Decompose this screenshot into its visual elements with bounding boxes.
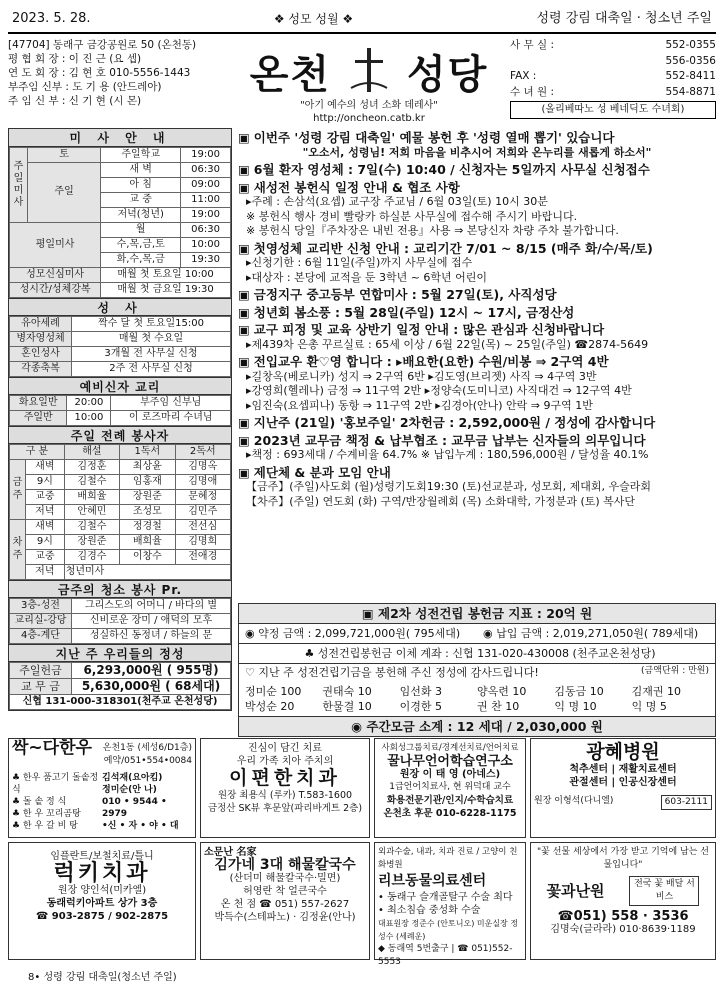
mass-schedule-table (9, 147, 231, 298)
text: 김명숙(글라라) 010·8639·1189 (550, 924, 696, 935)
table-cell: 9시 (26, 475, 65, 490)
liturgy-servers-table (9, 444, 231, 580)
notice-detail: 【차주】(주일) 연도회 (화) 구역/반장월례회 (목) 소화대학, 가정분과 (토) 복사단 (246, 494, 636, 508)
text: 1급언어치료사, 현 위덕대 교수 (389, 782, 511, 792)
council-president: 평 협 회 장 : 이 진 근 (요 셉) (8, 53, 142, 65)
table-cell: 임홍재 (120, 475, 175, 490)
parish-info (8, 38, 230, 108)
notice-heading: ▣ 이번주 '성령 강림 대축일' 예물 봉헌 후 '성령 열매 뽑기' 있습니다 (238, 131, 716, 146)
table-cell: 9시 (26, 535, 65, 550)
notice-heading: ▣ 금정지구 중고등부 연합미사 : 5월 27일(토), 사직성당 (238, 288, 716, 303)
notice-heading: ▣ 청년회 봄소풍 : 5월 28일(주일) 12시 ~ 17시, 금정산성 (238, 306, 716, 321)
liturgy-servers-title: 주일 전례 봉사자 (9, 426, 231, 444)
table-cell: 2주 전 사무실 신청 (72, 362, 231, 377)
cross-logo-icon (347, 48, 391, 104)
website-link[interactable]: http://oncheon.catb.kr (313, 112, 425, 124)
text: ☎ 903-2875 / 902-2875 (35, 911, 169, 922)
notice-heading: ▣ 6월 환자 영성체 : 7일(수) 10:40 / 신청자는 5일까지 사무실 신청접수 (238, 163, 716, 178)
table-cell: 10:00 (181, 238, 231, 253)
text: 외과수술, 내과, 치과 진료 / 고양이 친화병원 (378, 847, 518, 870)
table-cell: 새벽 (26, 520, 65, 535)
table-cell: 전애경 (175, 550, 230, 565)
sacraments-table (9, 316, 231, 377)
offerings-title: 지난 주 우리들의 정성 (9, 644, 231, 662)
donor-entry: 권 찬 10 (477, 699, 520, 713)
table-cell: 이 로즈마리 수녀님 (111, 411, 231, 426)
donor-entry: 박성순 20 (245, 699, 295, 713)
offering-account: 신협 131-000-318301(천주교 온천성당) (10, 695, 231, 710)
text: 동래럭키아파트 상가 3층 (46, 898, 158, 909)
text: 556-0356 (665, 54, 716, 67)
table-cell: 김철수 (64, 520, 119, 535)
notice-detail: ▸강영희(헬레나) 금정 ⇒ 11구역 2반 ▸정양숙(도미니코) 사직대건 ⇒ 12구역 4반 (246, 384, 632, 397)
table-cell: 주일미사 (10, 148, 28, 223)
donor-entry: 정미순 100 (245, 684, 302, 698)
notice-detail: ▸길창옥(베로니카) 성지 ⇒ 2구역 6반 ▸김도영(브리젯) 사직 ⇒ 4구역 3반 (246, 369, 597, 383)
table-cell: 안혜민 (64, 505, 119, 520)
text: • 최소침습 중성화 수술 (378, 905, 481, 916)
table-cell: 교 무 금 (10, 679, 72, 695)
table-cell: 매월 첫 수요일 (72, 332, 231, 347)
notice-heading: ▣ 2023년 교무금 책정 & 납부협조 : 교무금 납부는 신자들의 의무입니다 (238, 434, 716, 449)
text: 사 무 실 : (510, 39, 554, 51)
text: 온천초 후문 010-6228-1175 (383, 808, 517, 819)
table-cell: 차주 (10, 520, 26, 580)
text: "꽃 선물 세상에서 가장 받고 기억에 남는 선물입니다" (537, 847, 709, 870)
masthead (236, 34, 502, 128)
table-cell: 김정훈 (64, 460, 119, 475)
table-cell: 해설 (64, 445, 119, 460)
text: ♣ 한우 품고기 돌솥정식 (12, 773, 99, 795)
text: 우리 가족 치아 주치의 (236, 756, 334, 767)
text: 554-8871 (665, 85, 716, 98)
table-cell: 장원준 (64, 535, 119, 550)
top-bar (8, 6, 716, 34)
table-cell: 문혜정 (175, 490, 230, 505)
table-cell: 그리스도의 어머니 / 바다의 별 (72, 599, 231, 614)
building-fund: ▣ 제2차 성전건립 봉헌금 지표 : 20억 원 ◉ 약정 금액 : 2,099,721,000원( 795세대) ◉ 납입 금액 : 2,019,271,050원( 789세대) ♣ 성전건립봉헌금 이체 계좌 : 신협 131-020-430008 (천주교온천성당) ♡ 지난 주 성전건립기금을 봉헌해 주신 정성에 감사드립니다! (금액단위 : 만원) 정미순 100 권태숙 10 임선화 3 양옥련 10 김동금 10 김재권 10 박성순 20 한물결 10 이경한 5 권 찬 10 익 명 10 익 명 5 ◉ 주간모금 소계 : 12 세대 / 2,030,000 원 (238, 600, 716, 737)
notice-detail: ▸대상자 : 본당에 교적을 둔 3학년 ~ 6학년 어린이 (246, 270, 488, 284)
donor-entry: 익 명 5 (631, 699, 667, 713)
table-cell: 유아세례 (10, 317, 72, 332)
table-cell: 성모신심미사 (10, 268, 101, 283)
left-column (8, 128, 232, 711)
table-cell: 수,목,금,토 (101, 238, 181, 253)
notice-detail: ▸책정 : 693세대 / 수계비율 64.7% ※ 납입누계 : 180,596,000원 / 달성율 40.1% (246, 448, 649, 461)
table-cell: 혼인성사 (10, 347, 72, 362)
text: 진심이 담긴 치료 (248, 743, 322, 754)
issue-date: 2023. 5. 28. (12, 10, 91, 26)
table-cell: 평일미사 (10, 223, 101, 268)
table-cell: 교리실-강당 (10, 614, 72, 629)
table-cell: 전선심 (175, 520, 230, 535)
notice-detail: ※ 봉헌식 당일『주차장은 내빈 전용』사용 ⇒ 본당신자 차량 주차 불가합니다. (246, 224, 619, 237)
patron-saint: "아기 예수의 성녀 소화 데레사" (300, 100, 438, 111)
table-cell: 19:30 (181, 253, 231, 268)
text: ♣ 한 우 갈 비 탕 (12, 821, 78, 831)
table-cell: 화,수,목,금 (101, 253, 181, 268)
text (534, 876, 712, 906)
ad-dental-ipyeon[interactable] (200, 738, 370, 838)
table-cell: 6,293,000원 ( 955명) (72, 663, 231, 679)
text (102, 772, 192, 832)
text: 싹~다한우 (12, 738, 92, 758)
parish-address: [47704] 동래구 금강공원로 50 (온천동) (8, 39, 197, 51)
ad-language-center[interactable] (374, 738, 526, 838)
text: 꿀나무언어학습연구소 (387, 754, 513, 769)
ad-hospital[interactable] (530, 738, 716, 838)
text: 552-8411 (665, 70, 716, 82)
table-cell: 장원준 (120, 490, 175, 505)
table-cell: 10:00 (67, 411, 111, 426)
building-account: ♣ 성전건립봉헌금 이체 계좌 : 신협 131-020-430008 (천주교온천성당) (304, 647, 656, 660)
notice-detail: ▸제439차 은총 꾸르실료 : 65세 이상 / 6월 22일(목) ~ 25일(주일) ☎2874-5649 (246, 337, 649, 351)
table-cell: 김명옥 (175, 460, 230, 475)
table-cell: 19:00 (181, 208, 231, 223)
feast-title: 성령 강림 대축일 · 청소년 주일 (536, 10, 712, 26)
table-cell: 1독서 (120, 445, 175, 460)
table-cell: 저녁(청년) (101, 208, 181, 223)
text: 임플란트/보철치료/틀니 (50, 851, 154, 862)
text: ♣ 돌 솥 정 식 (12, 797, 67, 807)
text: 리브동물의료센터 (378, 873, 487, 889)
notice-heading: ▣ 제단체 & 분과 모임 안내 (238, 466, 716, 481)
table-cell: 교중 (26, 550, 65, 565)
catechumen-title: 예비신자 교리 (9, 377, 231, 395)
notice-detail: ▸주례 : 손삼석(요셉) 교구장 주교님 / 6월 03일(토) 10시 30분 (246, 195, 548, 208)
text: 금정산 SK뷰 후문앞(파리바게트 2층) (207, 803, 363, 814)
donor-entry: 익 명 10 (554, 699, 597, 713)
text: 척추센터 | 재활치료센터 (569, 764, 677, 775)
text: 수 녀 원 : (510, 85, 554, 98)
table-cell: 4층-계단 (10, 629, 72, 644)
text: 소문난 名家 (204, 847, 257, 858)
table-cell: 토 (28, 148, 101, 163)
notice-heading: ▣ 지난주 (21일) '홍보주일' 2차헌금 : 2,592,000원 / 정성에 감사합니다 (238, 416, 716, 431)
text: 온천1동 (세성6/D1층) (102, 743, 192, 753)
text: ♣ 한 우 꼬리곰탕 (12, 809, 81, 819)
text: 이편한치과 (229, 767, 341, 789)
notice-heading: ▣ 전입교우 환♡영 합니다 : ▸배요한(요한) 수원/비봉 ⇒ 2구역 4반 (238, 355, 716, 370)
table-cell: 병자영성체 (10, 332, 72, 347)
text: 사회성그룹치료/경계선치료/언어치료 (381, 743, 519, 753)
notice-detail: ▸신청기한 : 6월 11일(주일)까지 사무실에 접수 (246, 256, 473, 269)
table-cell: 신비로운 장미 / 애덕의 모후 (72, 614, 231, 629)
text: 552-0355 (665, 39, 716, 51)
ad-noodle[interactable] (200, 842, 370, 960)
table-cell: 매월 첫 토요일 10:00 (101, 268, 231, 283)
notices (238, 128, 716, 509)
text: 예약/051•554•0084 (103, 756, 192, 766)
sacraments-title: 성 사 (9, 298, 231, 316)
donor-entry: 양옥련 10 (477, 684, 527, 698)
text: 김석재(요아킴) (102, 773, 163, 783)
month-theme: ❖ 성모 성월 ❖ (273, 11, 354, 26)
table-cell: 짝수 달 첫 토요일15:00 (72, 317, 231, 332)
table-cell: 새벽 (26, 460, 65, 475)
table-cell: 김철수 (64, 475, 119, 490)
table-cell: 배희율 (120, 535, 175, 550)
page-footer: 8• 성령 강림 대축일(청소년 주일) (28, 972, 177, 983)
text: 화용전문기관/인지/수학습치료 (386, 795, 514, 806)
table-cell: 아 침 (101, 178, 181, 193)
table-cell: 각종축복 (10, 362, 72, 377)
text: 원장 최용식 (루카) T.583-1600 (217, 790, 353, 801)
building-fund-title: ▣ 제2차 성전건립 봉헌금 지표 : 20억 원 (239, 604, 715, 624)
table-cell: 3개월 전 사무실 신청 (72, 347, 231, 362)
table-cell: 금주 (10, 460, 26, 520)
text (12, 738, 192, 758)
text: 010 • 9544 • 2979 (102, 797, 167, 819)
text: 온 천 점 ☎ 051) 557-2627 (220, 899, 350, 910)
table-cell: 조성모 (120, 505, 175, 520)
donor-list (239, 682, 715, 716)
text: (산더미 해물칼국수·밀면) (229, 873, 341, 884)
table-cell: 교중 (26, 490, 65, 505)
table-cell: 주일 (28, 163, 101, 223)
notice-detail: 【금주】(주일)사도회 (월)성령기도회19:30 (토)선교분과, 성모회, 제대회, 우슬라회 (246, 480, 651, 493)
table-cell: 이창수 (120, 550, 175, 565)
catechumen-table (9, 395, 231, 426)
notice-heading: ▣ 새성전 봉헌식 일정 안내 & 협조 사항 (238, 181, 716, 196)
table-cell: 주일헌금 (10, 663, 72, 679)
donor-entry: 권태숙 10 (322, 684, 372, 698)
table-cell: 5,630,000원 ( 68세대) (72, 679, 231, 695)
table-cell: 06:30 (181, 223, 231, 238)
text: 정미순(안 나) (102, 785, 157, 795)
table-cell: 09:00 (181, 178, 231, 193)
text: 603-2111 (661, 795, 712, 810)
text: 허영란 착 얼큰국수 (243, 886, 327, 897)
table-cell: 김경수 (64, 550, 119, 565)
convent-name: (올리베따노 성 베네딕도 수녀회) (510, 101, 716, 119)
notice-detail: ※ 봉헌식 행사 경비 빨랑카 하실분 사무실에 접수해 주시기 바랍니다. (246, 209, 578, 223)
table-cell: 최상윤 (120, 460, 175, 475)
parish-name: 온천 성당 (236, 44, 502, 100)
advertisements (8, 738, 716, 967)
text: 박득수(스테파노) · 김정윤(안나) (214, 912, 356, 923)
text: 꽃과난원 (546, 881, 605, 900)
ad-lucky-dental[interactable] (8, 842, 196, 960)
text: 원장 이형석(다니엘) (534, 796, 614, 806)
notice-heading: ▣ 교구 피정 및 교육 상반기 일정 안내 : 많은 관심과 신청바랍니다 (238, 323, 716, 338)
ad-flower-shop[interactable] (530, 842, 716, 960)
text: 광혜병원 (586, 741, 660, 763)
table-cell: 화요일반 (10, 396, 67, 411)
assistant-priest: 부주임 신부 : 도 기 용 (안드레아) (8, 81, 162, 93)
text: ☎051) 558 · 3536 (557, 909, 689, 924)
prayer-president: 연 도 회 장 : 김 현 호 010-5556-1443 (8, 67, 191, 79)
table-cell: 주일반 (10, 411, 67, 426)
text: FAX : (510, 70, 537, 82)
table-cell: 구 분 (10, 445, 65, 460)
table-cell: 김명희 (175, 535, 230, 550)
pastor: 주 임 신 부 : 신 기 현 (시 몬) (8, 95, 142, 107)
text (12, 772, 192, 832)
table-cell: 부주임 신부님 (111, 396, 231, 411)
table-cell: 성시간/성체강복 (10, 283, 101, 298)
table-cell: 저녁 (26, 565, 65, 580)
table-cell: 주일학교 (101, 148, 181, 163)
table-cell: 월 (101, 223, 181, 238)
text: 럭키치과 (53, 861, 151, 886)
weekly-total: ◉ 주간모금 소계 : 12 세대 / 2,030,000 원 (239, 716, 715, 736)
notice-heading: ▣ 첫영성체 교리반 신청 안내 : 교리기간 7/01 ~ 8/15 (매주 화/수/목/토) (238, 242, 716, 257)
table-cell: 정경철 (120, 520, 175, 535)
table-cell: 11:00 (181, 193, 231, 208)
pledged-amount: ◉ 약정 금액 : 2,099,721,000원( 795세대) (245, 627, 461, 640)
ad-hanwoo[interactable] (8, 738, 196, 838)
text: 원장 양인석(미카엘) (57, 885, 147, 896)
donor-entry: 김재권 10 (631, 684, 682, 698)
text (12, 772, 102, 832)
table-cell: 청년미사 (64, 565, 230, 580)
text (534, 795, 712, 810)
ad-animal-clinic[interactable] (374, 842, 526, 967)
offerings-table (9, 662, 231, 710)
table-cell: 3층-성전 (10, 599, 72, 614)
notice-detail: ▸임진숙(요셉피나) 동항 ⇒ 11구역 2반 ▸김경아(안나) 안락 ⇒ 9구역 1반 (246, 398, 593, 412)
table-cell: 김민주 (175, 505, 230, 520)
donor-entry: 김동금 10 (554, 684, 604, 698)
mass-schedule-title: 미 사 안 내 (9, 129, 231, 147)
text: •신 • 자 • 야 • 대 (102, 821, 179, 831)
text: 관절센터 | 인공신장센터 (569, 777, 677, 788)
text: 전국 꽃 배달 서비스 (629, 876, 699, 906)
table-cell: 교 중 (101, 193, 181, 208)
donor-entry: 이경한 5 (399, 699, 443, 713)
table-cell: 19:00 (181, 148, 231, 163)
donor-entry: 한물결 10 (322, 699, 372, 713)
text: 원장 이 태 영 (아네스) (399, 769, 501, 780)
donor-entry: 임선화 3 (399, 684, 443, 698)
text: 김가네 3대 해물칼국수 (214, 857, 356, 873)
table-cell: 배희율 (64, 490, 119, 505)
text: 대표원장 정준수 (안토니오) 미운실장 정성수 (세례운) (378, 919, 519, 941)
table-cell: 저녁 (26, 505, 65, 520)
table-cell: 매월 첫 금요일 19:30 (101, 283, 231, 298)
text: • 동래구 슬개골탈구 수술 최다 (378, 892, 513, 903)
notice-quote: "오소서, 성령님! 저희 마음을 비추시어 저희와 온누리를 새롭게 하소서" (302, 145, 652, 159)
table-cell: 새 벽 (101, 163, 181, 178)
table-cell: 20:00 (67, 396, 111, 411)
paid-amount: ◉ 납입 금액 : 2,019,271,050원( 789세대) (483, 627, 699, 640)
table-cell: 2독서 (175, 445, 230, 460)
cleaning-table (9, 598, 231, 644)
table-cell: 김명애 (175, 475, 230, 490)
cleaning-title: 금주의 청소 봉사 Pr. (9, 580, 231, 598)
contact-info (510, 38, 716, 119)
table-cell: 06:30 (181, 163, 231, 178)
table-cell: 성실하신 동정녀 / 하늘의 문 (72, 629, 231, 644)
text: ◆ 동래역 5번출구 | ☎ 051)552-5553 (378, 944, 513, 967)
